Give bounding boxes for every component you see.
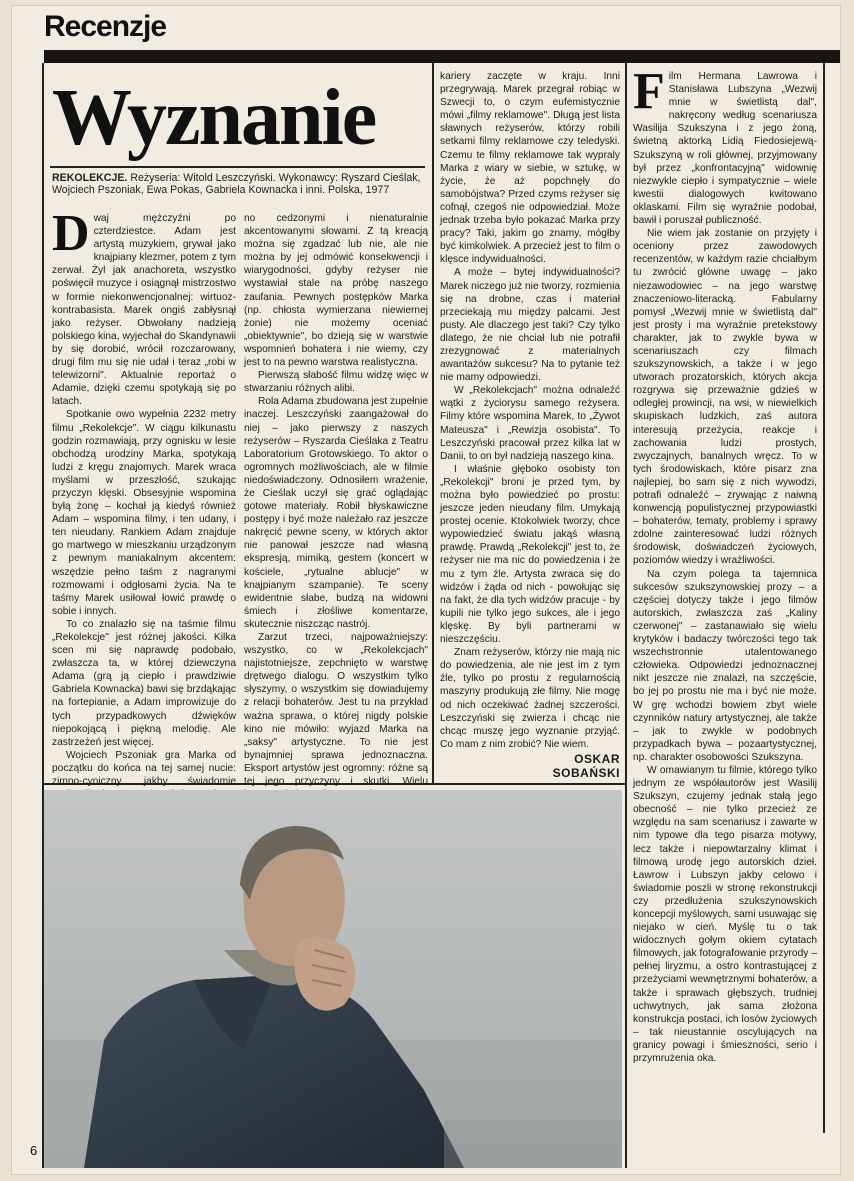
paragraph: Dwaj mężczyźni po czterdziestce. Adam jest artystą muzykiem, grywał jako knajpiany klezmer, potem z tym zerwał. Żyl jak anachoreta, wszystko poświęcił muzyce i osiągnął mistrzostwo w formie niekonwencjonalnej: wirtuoz-kontrabasista. Marek ongiś zabłysnął jako reżyser. Obwołany nadzieją polskiego kina, wyjechał do Skandynawii by się dorobić, wrócił rozczarowany, drugi film mu się nie udał i teraz „robi w telewizorni". Aktualnie reportaż o Adamie, dzięki czemu spotykają się po latach. bbox=[52, 205, 236, 408]
film-still-photo bbox=[44, 790, 622, 1168]
film-credits bbox=[52, 172, 426, 196]
column-rule bbox=[432, 63, 434, 783]
drop-cap: F bbox=[633, 63, 665, 120]
author-last-name: SOBAŃSKI bbox=[552, 766, 620, 780]
paragraph: To co znalazło się na taśmie filmu „Rekolekcje" jest różnej jakości. Kilka scen mi się naprawdę podobało, zwłaszcza ta, w której dziewczyna Adama (grą ją ciepło i prawdziwie Gabriela Kownacka) bawi się brzdąkając na fortepianie, a Adam improwizuje do tych przypadkowych dźwięków niepokojącą i piękną melodię. Ale zastrzeżeń jest więcej. bbox=[52, 618, 236, 748]
article-column-2 bbox=[244, 212, 428, 788]
paragraph: W „Rekolekcjach" można odnaleźć wątki z życiorysu samego reżysera. Filmy które wspomina Marek, to „Żywot Mateusza" i „Rewizja osobista". To Leszczyński pracował przez kilka lat w Danii, to on był nadzieją naszego kina. bbox=[440, 385, 620, 462]
paragraph: A może – bytej indywidualności? Marek niczego już nie tworzy, rozmienia się na drobne, czas i materiał przeciekają mu między palcami. Jest pusty. Ale dlaczego jest taki? Czy tylko dlatego, że nie chciał lub nie potrafił zrezygnować z materialnych awantażów sukcesu? Na to pytanie też nie mamy odpowiedzi. bbox=[440, 267, 620, 384]
paragraph: Zarzut trzeci, najpoważniejszy: wszystko, co w „Rekolekcjach" najistotniejsze, zepchnięto w warstwę drętwego dialogu. O wszystkim tylko słyszymy, o wszystkim się dowiadujemy z relacji bohaterów. Jest tu na przykład ważna sprawa, o której nigdy polskie kino nie mówiło: wyjazd Marka na „saksy" artystyczne. To nie jest bynajmniej sprawa jednoznaczna. Eksport artystów jest ogromny: różne są tej jego przyczyny i skutki. Wielu bbox=[244, 632, 428, 788]
page-number: 6 bbox=[30, 1143, 38, 1158]
paragraph: Nie wiem jak zostanie on przyjęty i oceniony przez zawodowych recenzentów, w każdym razie chciałbym tu zwrócić główne uwagę – jako niezawodowiec – na jego warstwę znaczeniowo-literacką. Fabularny pomysł „Wezwij mnie w świetlistą dal" jest prosty i ma wyraźnie pretekstowy charakter, jak to zwykle bywa w scenariuszach czy filmach szukszynowskich, a także i w jego utworach prozatorskich, których akcja rozgrywa się przeważnie gdzieś w odległej prowincji, na wsi, w niewielkich skupiskach ludzkich, zaś autora interesują przeżycia, reakcje i zachowania ludzi prostych, zwyczajnych, banalnych wręcz. To w tych środowiskach, które pisarz zna najlepiej, bo sam się z nich wywodzi, potrafi odnaleźć – zrywając z naiwną konwencją populistycznej przypowiastki – bohaterów, tematy, problemy i sprawy zdolne zainteresować ludzi różnych środowisk, doświadczeń życiowych, poziomów wiedzy i wrażliwości. bbox=[633, 228, 817, 567]
column-rule bbox=[625, 63, 627, 1168]
paragraph: I właśnie głęboko osobisty ton „Rekolekcji" broni je przed tym, by można było powiedzieć po prostu: jeszcze jeden nieudany film. Umykają prostej ocenie. Ktokolwiek tworzy, chce wypowiedzieć światu jakąś własną prawdę. Prawdą „Rekolekcji" jest to, że reżyser nie ma nic do powiedzenia i że mu z tym źle. Artysta zwraca się do widzów i żąda od nich - powołując się na fakt, że dla tych widzów pracuje - by kupili nie tylko jego sukces, ale i jego klęskę. By byli partnerami w nieszczęściu. bbox=[440, 463, 620, 646]
author-first-name: OSKAR bbox=[574, 752, 620, 766]
credits-cast: Wykonawcy: Ryszard Cieślak, Wojciech Pszoniak, Ewa Pokas, Gabriela Kownacka i inni. Polska, 1977 bbox=[52, 172, 421, 197]
paragraph: Znam reżyserów, którzy nie mają nic do powiedzenia, ale nie jest im z tym źle, tylko po prostu z regularnością maszyny produkują złe filmy. Nie mogę od nich oczekiwać żadnej szczerości. Leszczyński się zwierza i chcąc nie chcąc muszę jego wyznanie przyjąć. Co mam z nim zrobić? Nie wiem. bbox=[440, 647, 620, 750]
paragraph: Wojciech Pszoniak gra Marka od początku do końca na tej samej nucie: zimno-cyniczny, jakby świadomie bbox=[52, 749, 236, 788]
paragraph: Pierwszą słabość filmu widzę więc w stwarzaniu różnych alibi. bbox=[244, 370, 428, 395]
paragraph: no cedzonymi i nienaturalnie akcentowanymi słowami. Z tą kreacją można się zgadzać lub nie, ale nie można by jej odmówić konsekwencji i wiarygodności, gdyby reżyser nie wystawiał stale na próbę naszego zaufania. Pewnych postępków Marka (np. chłosta wymierzana niewiernej żonie) nie możemy oceniać „obiektywnie", bo dzieją się w warstwie wspomnień bohatera i nie wiemy, czy jest to na pewno warstwa realistyczna. bbox=[244, 213, 428, 369]
paragraph: Rola Adama zbudowana jest zupełnie inaczej. Leszczyński zaangażował do niej – jako pierwszy z naszych reżyserów – Ryszarda Cieślaka z Teatru Laboratorium Grotowskiego. To aktor o ogromnych możliwościach, ale w filmie niedoświadczony. Odnosiłem wrażenie, że Cieślak uczył się grać oglądając gotowe materiały. Robił błyskawiczne postępy i być może należało raz jeszcze nakręcić pewne sceny, w których aktor nie panował jeszcze nad własną ekspresją, mimiką, gestem (koncert w kościele, „rytualne ablucje" w knajpianym szampanie). Te sceny ewidentnie słabe, budzą na widowni śmiech i złośliwe komentarze, skutecznie niszcząc nastrój. bbox=[244, 396, 428, 630]
author-signature bbox=[540, 752, 620, 780]
credits-title: REKOLEKCJE. bbox=[52, 172, 128, 184]
article-column-4 bbox=[633, 63, 817, 1136]
article-column-3 bbox=[440, 70, 620, 750]
drop-cap: D bbox=[52, 205, 90, 262]
paragraph: Film Hermana Lawrowa i Stanisława Lubszyna „Wezwij mnie w świetlistą dal", nakręcony według scenariusza Wasilija Szukszyna i z jego żoną, świetną aktorką Lidią Fiedosiejewą-Szukszyną w roli głównej, przyjmowany był przez „konfrontacyjną" widownię niezwykle ciepło i sympatycznie – wiele kwestii dialogowych kwitowano oklaskami. Film się wyraźnie podobał, bawił i poruszał publiczność. bbox=[633, 63, 817, 227]
article-headline: Wyznanie bbox=[52, 74, 376, 162]
paragraph: kariery zaczęte w kraju. Inni przegrywają. Marek przegrał robiąc w Szwecji to, o czym eufemistycznie mówi „filmy reklamowe". Długą jest lista sławnych reżyserów, którzy robili setkami filmy reklamowe czy teledyski. Czemu te filmy reklamowe tak wypraly Marka z wiary w siebie, w sztukę, w życie, że aż popchnęły do samobójstwa? Przed czyms reżyser się cofnął, czegoś nie odpowiedział. Może jednak trzeba było pokazać Marka przy pracy? Taki, jakim go znamy, mógłby być kimkolwiek. A przecież jest to film o klęsce indywidualności. bbox=[440, 71, 620, 266]
top-rule bbox=[44, 50, 840, 63]
article-column-1 bbox=[52, 205, 236, 788]
paragraph: Spotkanie owo wypełnia 2232 metry filmu „Rekolekcje". W ciągu kilkunastu godzin rozmawiają, przy ognisku w lesie obchodzą urodziny Marka, spotykają ludzi z kręgu znajomych. Marek wraca myślami w przeszłość, szukając przyczyn klęski. Obsesyjnie wspomina byłą żonę – kochał ją kiedyś również Adam – wspomina filmy, i ten udany, i ten nieudany. Rankiem Adam znajduje go martwego w mieszkaniu urządzonym z pewnym maniakalnym akcentem: wszędzie pełno taśm z nagranymi rozmowami i odgłosami życia. Na te taśmy Marek usiłował łowić prawdę o sobie i innych. bbox=[52, 409, 236, 617]
credits-rule bbox=[50, 166, 425, 168]
man-thinking-illustration bbox=[44, 790, 622, 1168]
credits-director: Reżyseria: Witold Leszczyński. bbox=[130, 172, 276, 184]
paragraph: W omawianym tu filmie, którego tylko jednym ze współautorów jest Wasilij Szukszyn, czujemy jednak stałą jego obecność – nie tylko przecież ze względu na sam scenariusz i zawarte w nim typowe dla tego pisarza motywy, lecz także i niepowtarzalny klimat i filmową urodę jego autorskich dzieł. Ławrow i Lubszyn jakby celowo i świadomie poszli w stronę rekonstrukcji czy przedłużenia szukszynowskich koncepcji myślowych, sami usuwając się niejako w cień. Myślę tu o tak widocznych gołym okiem cytatach filmowych, jak fotografowanie przyrody – pełnej liryzmu, a ostro kontrastującej z przeżyciami wewnętrznymi bohaterów, a także i sprawach głębszych, trudniej uchwytnych, jak sama złożona konstrukcja postaci, ich losów życiowych – tak nieustannie oscylujących na granicy powagi i śmieszności, serio i przymrużenia oka. bbox=[633, 764, 817, 1065]
paragraph: Na czym polega ta tajemnica sukcesów szukszynowskiej prozy – a częściej dotyczy także i jego filmów autorskich, zwłaszcza zaś „Kaliny czerwonej" – zastanawiało się wielu krytyków i badaczy twórczości tego tak wszechstronnie utalentowanego człowieka. Odpowiedzi jednoznacznej nikt jeszcze nie znalazł, na szczęście, bo jej po prostu nie ma i być nie może. W grę wchodzi bowiem zbyt wiele czynników natury artystycznej, ale także – jak to zwykle w podobnych przypadkach bywa – pozaartystycznej, np. charakter osobowości Szukszyna. bbox=[633, 568, 817, 763]
section-label: Recenzje bbox=[44, 10, 167, 43]
right-rule bbox=[823, 63, 825, 1133]
